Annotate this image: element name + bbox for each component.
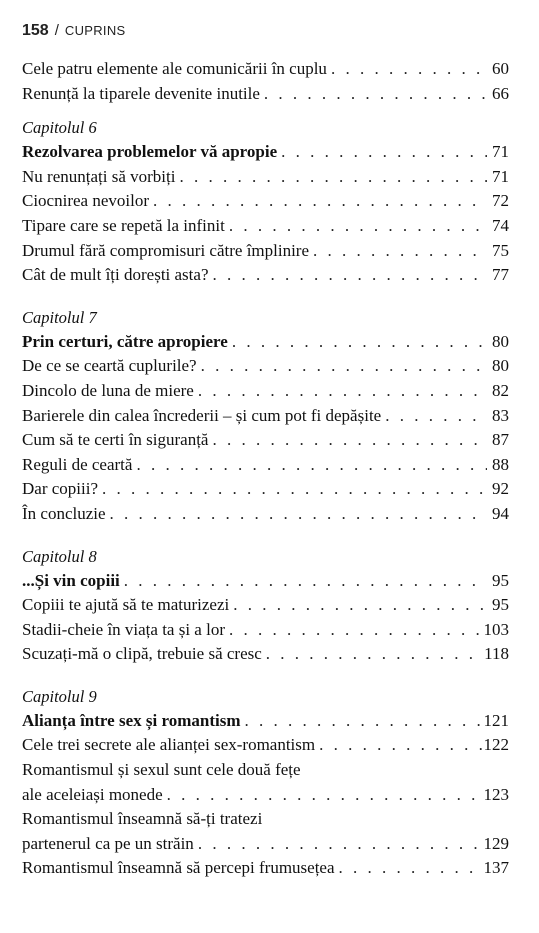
toc-entry-title: Stadii-cheie în viața ta și a lor (22, 619, 225, 639)
toc-entry-continuation (22, 832, 509, 857)
table-of-contents (22, 57, 509, 881)
toc-entry-title: Cele patru elemente ale comunicării în cuplu (22, 59, 327, 78)
toc-entry (22, 807, 509, 856)
dot-leader (335, 856, 484, 881)
toc-entry-page: 80 (492, 331, 509, 351)
dot-leader (260, 82, 487, 107)
chapter-label: Capitolul 9 (22, 686, 97, 706)
toc-entry-page: 92 (492, 479, 509, 499)
toc-entry-title: Cât de mult îți dorești asta? (22, 265, 209, 285)
dot-leader (277, 140, 487, 165)
toc-entry-page: 74 (492, 215, 509, 235)
toc-entry-page: 83 (492, 405, 509, 425)
toc-entry-page: 95 (492, 570, 509, 590)
toc-entry (22, 214, 509, 239)
dot-leader (106, 502, 487, 527)
toc-entry-page: 60 (492, 59, 509, 78)
toc-entry-page: 80 (492, 356, 509, 376)
toc-entry-title: Copiii te ajută să te maturizezi (22, 595, 230, 615)
toc-entry (22, 189, 509, 214)
header-separator: / (54, 22, 59, 39)
toc-entry-title: Barierele din calea încrederii – și cum pot fi depășite (22, 405, 382, 425)
toc-entry (22, 593, 509, 618)
toc-entry-title: Ciocnirea nevoilor (22, 191, 149, 211)
chapter-label: Capitolul 6 (22, 118, 97, 138)
toc-entry-title-line2: ale aceleiași monede (22, 784, 163, 804)
toc-entry-title: Cum să te certi în siguranță (22, 430, 209, 450)
toc-entry (22, 404, 509, 429)
toc-entry-title: Nu renunțați să vorbiți (22, 166, 176, 186)
toc-entry-title: Prin certuri, către apropiere (22, 331, 228, 351)
dot-leader (327, 57, 487, 82)
toc-entry-page: 122 (483, 735, 509, 755)
toc-entry (22, 733, 509, 758)
chapter-title-entry (22, 569, 509, 594)
toc-entry-continuation (22, 783, 509, 808)
toc-entry-page: 87 (492, 430, 509, 450)
toc-entry (22, 379, 509, 404)
toc-entry-page: 94 (492, 503, 509, 523)
chapter-title-entry (22, 709, 509, 734)
toc-entry-title: În concluzie (22, 503, 106, 523)
dot-leader (194, 379, 487, 404)
toc-entry-page: 123 (483, 784, 509, 804)
toc-entry (22, 758, 509, 807)
dot-leader (381, 404, 487, 429)
toc-entry-page: 121 (483, 710, 509, 730)
toc-entry-page: 66 (492, 83, 509, 103)
chapter-title-entry (22, 140, 509, 165)
toc-entry-title: Cele trei secrete ale alianței sex-romantism (22, 735, 316, 755)
toc-entry-page: 77 (492, 265, 509, 285)
toc-entry-title: Romantismul înseamnă să-ți tratezi (22, 809, 263, 829)
toc-entry-page: 137 (483, 858, 509, 878)
toc-entry-title: Drumul fără compromisuri către împlinire (22, 240, 310, 260)
dot-leader (209, 263, 488, 288)
toc-entry-title: Tipare care se repetă la infinit (22, 215, 225, 235)
toc-entry (22, 642, 509, 667)
dot-leader (163, 783, 484, 808)
toc-entry (22, 354, 509, 379)
toc-entry (22, 82, 509, 107)
toc-entry-title: Renunță la tiparele devenite inutile (22, 83, 260, 103)
toc-entry (22, 239, 509, 264)
dot-leader (240, 709, 483, 734)
dot-leader (309, 239, 487, 264)
toc-entry (22, 165, 509, 190)
chapter-label: Capitolul 8 (22, 546, 97, 566)
toc-entry-title: Dar copiii? (22, 479, 98, 499)
toc-entry-page: 88 (492, 454, 509, 474)
dot-leader (175, 165, 487, 190)
toc-entry-page: 129 (483, 833, 509, 853)
toc-entry-title: Rezolvarea problemelor vă apropie (22, 142, 278, 162)
toc-entry-title-line2: partenerul ca pe un străin (22, 833, 194, 853)
toc-entry-title: Alianța între sex și romantism (22, 710, 241, 730)
toc-entry-page: 82 (492, 380, 509, 400)
toc-entry (22, 477, 509, 502)
dot-leader (229, 593, 487, 618)
toc-entry (22, 856, 509, 881)
toc-entry-title: Reguli de ceartă (22, 454, 133, 474)
toc-entry (22, 453, 509, 478)
dot-leader (149, 189, 487, 214)
dot-leader (225, 214, 487, 239)
toc-entry (22, 263, 509, 288)
running-header (22, 22, 509, 40)
chapter-label: Capitolul 7 (22, 307, 97, 327)
dot-leader (228, 330, 487, 355)
toc-entry (22, 502, 509, 527)
dot-leader (225, 618, 484, 643)
toc-entry-page: 118 (484, 644, 509, 664)
toc-entry-page: 95 (492, 595, 509, 615)
toc-entry-title: Dincolo de luna de miere (22, 380, 194, 400)
chapter-title-entry (22, 330, 509, 355)
toc-entry-title: De ce se ceartă cuplurile? (22, 356, 197, 376)
toc-entry-title: Romantismul și sexul sunt cele două fețe (22, 760, 301, 780)
dot-leader (197, 354, 487, 379)
toc-entry-page: 71 (492, 166, 509, 186)
dot-leader (120, 569, 487, 594)
toc-entry (22, 618, 509, 643)
dot-leader (262, 642, 484, 667)
toc-entry-title: ...Și vin copiii (22, 570, 120, 590)
toc-entry-page: 71 (492, 142, 509, 162)
toc-entry-title: Romantismul înseamnă să percepi frumusețea (22, 858, 335, 878)
toc-entry-page: 75 (492, 240, 509, 260)
toc-entry (22, 428, 509, 453)
header-page-number: 158 (22, 22, 49, 39)
dot-leader (208, 428, 487, 453)
dot-leader (132, 453, 487, 478)
dot-leader (194, 832, 484, 857)
toc-entry-page: 72 (492, 191, 509, 211)
dot-leader (315, 733, 483, 758)
header-section-title: CUPRINS (64, 23, 126, 38)
toc-entry (22, 57, 509, 82)
dot-leader (98, 477, 487, 502)
toc-entry-title: Scuzați-mă o clipă, trebuie să cresc (22, 644, 262, 664)
toc-entry-page: 103 (483, 619, 509, 639)
